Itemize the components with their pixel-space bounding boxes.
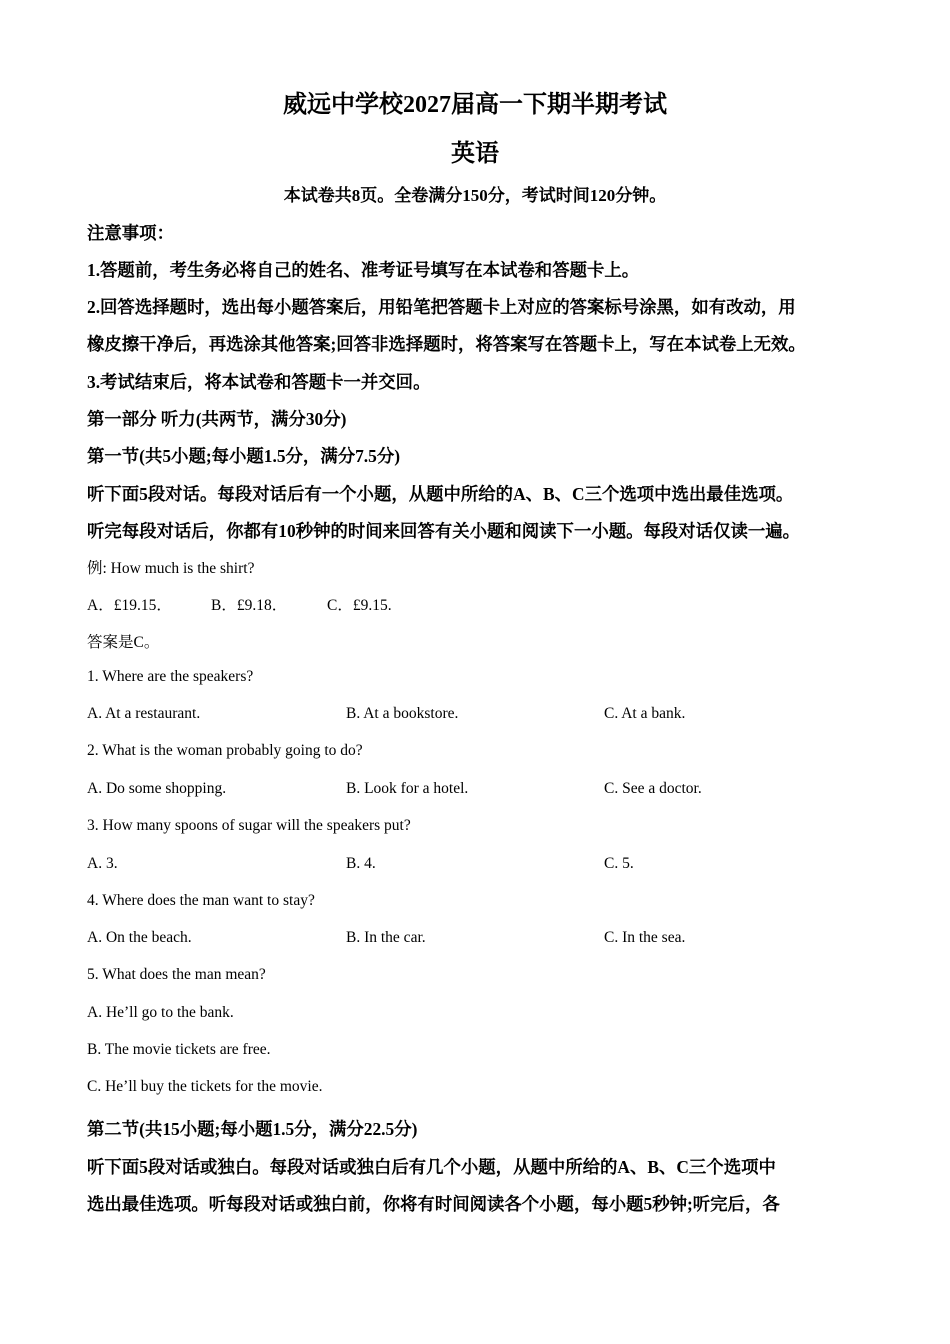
question-2-option-c: C. See a doctor.: [604, 780, 702, 797]
note-item: 3.考试结束后，将本试卷和答题卡一并交回。: [87, 372, 431, 392]
question-4-option-b: B. In the car.: [346, 929, 426, 946]
example-option-c: C．£9.15.: [327, 597, 392, 614]
question-2: 2. What is the woman probably going to do?: [87, 742, 363, 759]
exam-info: 本试卷共8页。全卷满分150分，考试时间120分钟。: [283, 186, 667, 205]
question-1: 1. Where are the speakers?: [87, 668, 254, 685]
note-item: 1.答题前，考生务必将自己的姓名、准考证号填写在本试卷和答题卡上。: [87, 260, 640, 280]
example-option-a: A．£19.15．: [87, 597, 172, 614]
example-question: 例: How much is the shirt?: [87, 560, 255, 577]
example-answer: 答案是C。: [87, 634, 160, 651]
question-1-option-a: A. At a restaurant.: [87, 705, 201, 722]
note-item: 2.回答选择题时，选出每小题答案后，用铅笔把答题卡上对应的答案标号涂黑，如有改动，用: [87, 297, 796, 317]
part1-heading: 第一部分 听力(共两节，满分30分): [87, 409, 347, 429]
section2-heading: 第二节(共15小题;每小题1.5分，满分22.5分): [87, 1119, 418, 1139]
question-3-option-a: A. 3.: [87, 855, 118, 872]
exam-title: 威远中学校2027届高一下期半期考试: [283, 92, 667, 118]
question-1-option-b: B. At a bookstore.: [346, 705, 459, 722]
section2-instruction: 选出最佳选项。听每段对话或独白前，你将有时间阅读各个小题，每小题5秒钟;听完后，各: [87, 1194, 780, 1214]
notes-heading: 注意事项：: [87, 223, 174, 243]
section1-heading: 第一节(共5小题;每小题1.5分，满分7.5分): [87, 446, 401, 466]
question-3-option-c: C. 5.: [604, 855, 634, 872]
question-4: 4. Where does the man want to stay?: [87, 892, 315, 909]
section1-instruction: 听下面5段对话。每段对话后有一个小题，从题中所给的A、B、C三个选项中选出最佳选项。: [87, 484, 794, 504]
question-5-option-b: B. The movie tickets are free.: [87, 1041, 271, 1058]
question-5-option-c: C. He’ll buy the tickets for the movie.: [87, 1078, 323, 1095]
question-2-option-a: A. Do some shopping.: [87, 780, 227, 797]
note-item: 橡皮擦干净后，再选涂其他答案;回答非选择题时，将答案写在答题卡上，写在本试卷上无效。: [87, 334, 806, 354]
section1-instruction: 听完每段对话后，你都有10秒钟的时间来回答有关小题和阅读下一小题。每段对话仅读一遍。: [87, 521, 801, 541]
question-5: 5. What does the man mean?: [87, 966, 266, 983]
section2-instruction: 听下面5段对话或独白。每段对话或独白后有几个小题，从题中所给的A、B、C三个选项中: [87, 1157, 776, 1177]
question-1-option-c: C. At a bank.: [604, 705, 686, 722]
question-4-option-c: C. In the sea.: [604, 929, 686, 946]
subject-title: 英语: [451, 141, 499, 167]
question-3: 3. How many spoons of sugar will the speakers put?: [87, 817, 411, 834]
question-4-option-a: A. On the beach.: [87, 929, 192, 946]
question-5-option-a: A. He’ll go to the bank.: [87, 1004, 234, 1021]
question-3-option-b: B. 4.: [346, 855, 376, 872]
question-2-option-b: B. Look for a hotel.: [346, 780, 469, 797]
example-option-b: B．£9.18．: [211, 597, 288, 614]
